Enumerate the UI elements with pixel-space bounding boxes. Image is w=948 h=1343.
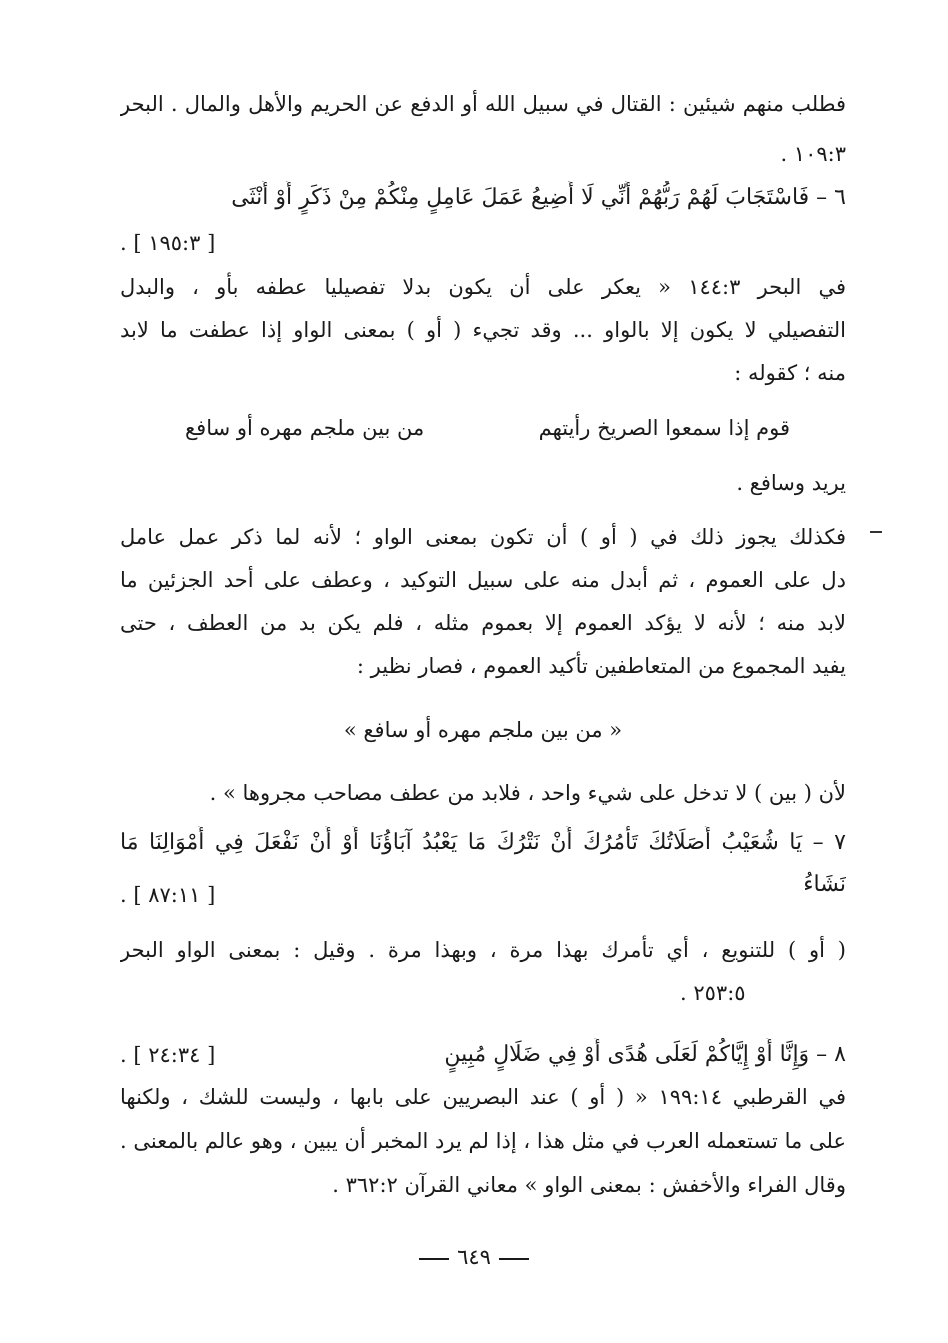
text-line-13: لأن ( بين ) لا تدخل على شيء واحد ، فلابد من عطف مصاحب مجروها » .: [209, 781, 846, 805]
quran-verse-7: ٧ – يَا شُعَيْبُ أَصَلَاتُكَ تَأْمُرُكَ أَنْ نَتْرُكَ مَا يَعْبُدُ آبَاؤُنَا أَوْ أَنْ نَفْعَلَ فِي أَمْوَالِنَا مَا: [120, 830, 846, 855]
quran-verse-8: ٨ – وَإِنَّا أَوْ إِيَّاكُمْ لَعَلَى هُدًى أَوْ فِي ضَلَالٍ مُبِينٍ: [444, 1042, 846, 1067]
poem-quote: « من بين ملجم مهره أو سافع »: [343, 718, 623, 742]
text-line-23: وقال الفراء والأخفش : بمعنى الواو » معاني القرآن ٣٦٢:٢ .: [332, 1173, 846, 1197]
text-line-12: يفيد المجموع من المتعاطفين تأكيد العموم ، فصار نظير :: [356, 654, 846, 678]
text-line-11: لابد منه ؛ لأنه لا يؤكد العموم إلا بعموم مثله ، فلم يكن بد من العطف ، حتى: [120, 611, 846, 635]
poem-hemistich-right: قوم إذا سمعوا الصريخ رأيتهم: [538, 416, 790, 440]
text-line-21: في القرطبي ١٩٩:١٤ « ( أو ) عند البصريين على بابها ، وليست للشك ، ولكنها: [120, 1085, 846, 1109]
verse-8-reference: [ ٢٤:٣٤ ] .: [120, 1043, 216, 1067]
quran-verse-7-end: نَشَاءُ: [803, 872, 846, 897]
text-line-9: فكذلك يجوز ذلك في ( أو ) أن تكون بمعنى الواو ؛ لأنه لما ذكر عمل عامل: [120, 525, 846, 549]
text-line-8: يريد وسافع .: [736, 471, 846, 495]
text-line-5: في البحر ١٤٤:٣ « يعكر على أن يكون بدلا تفصيليا عطفه بأو ، والبدل: [120, 275, 846, 299]
text-line-6: التفصيلي لا يكون إلا بالواو ... وقد تجيء ( أو ) بمعنى الواو إذا عطفت ما لابد: [120, 318, 846, 342]
text-line-22: على ما تستعمله العرب في مثل هذا ، إذا لم يرد المخبر أن يبين ، وهو عالم بالمعنى .: [120, 1129, 846, 1153]
footer-dash-left: [419, 1258, 449, 1260]
poem-hemistich-left: من بين ملجم مهره أو سافع: [185, 416, 425, 440]
margin-mark: [870, 531, 882, 533]
text-line-1: فطلب منهم شيئين : القتال في سبيل الله أو الدفع عن الحريم والأهل والمال . البحر: [120, 92, 846, 116]
page-number: ٦٤٩: [457, 1245, 491, 1269]
text-line-7: منه ؛ كقوله :: [734, 361, 846, 385]
quran-verse-6: ٦ – فَاسْتَجَابَ لَهُمْ رَبُّهُمْ أَنِّي لَا أُضِيعُ عَمَلَ عَامِلٍ مِنْكُمْ مِنْ ذَكَرٍ أَوْ أُنْثَى: [231, 185, 846, 210]
text-line-10: دل على العموم ، ثم أبدل منه على سبيل التوكيد ، وعطف على أحد الجزئين ما: [120, 568, 846, 592]
page-number-footer: [0, 1240, 948, 1274]
text-line-18: ٢٥٣:٥ .: [680, 981, 746, 1005]
text-line-17: ( أو ) للتنويع ، أي تأمرك بهذا مرة ، وبهذا مرة . وقيل : بمعنى الواو البحر: [120, 938, 846, 962]
verse-7-reference: [ ٨٧:١١ ] .: [120, 883, 216, 907]
verse-6-reference: [ ١٩٥:٣ ] .: [120, 231, 216, 255]
text-line-2: ١٠٩:٣ .: [780, 142, 846, 166]
footer-dash-right: [499, 1258, 529, 1260]
